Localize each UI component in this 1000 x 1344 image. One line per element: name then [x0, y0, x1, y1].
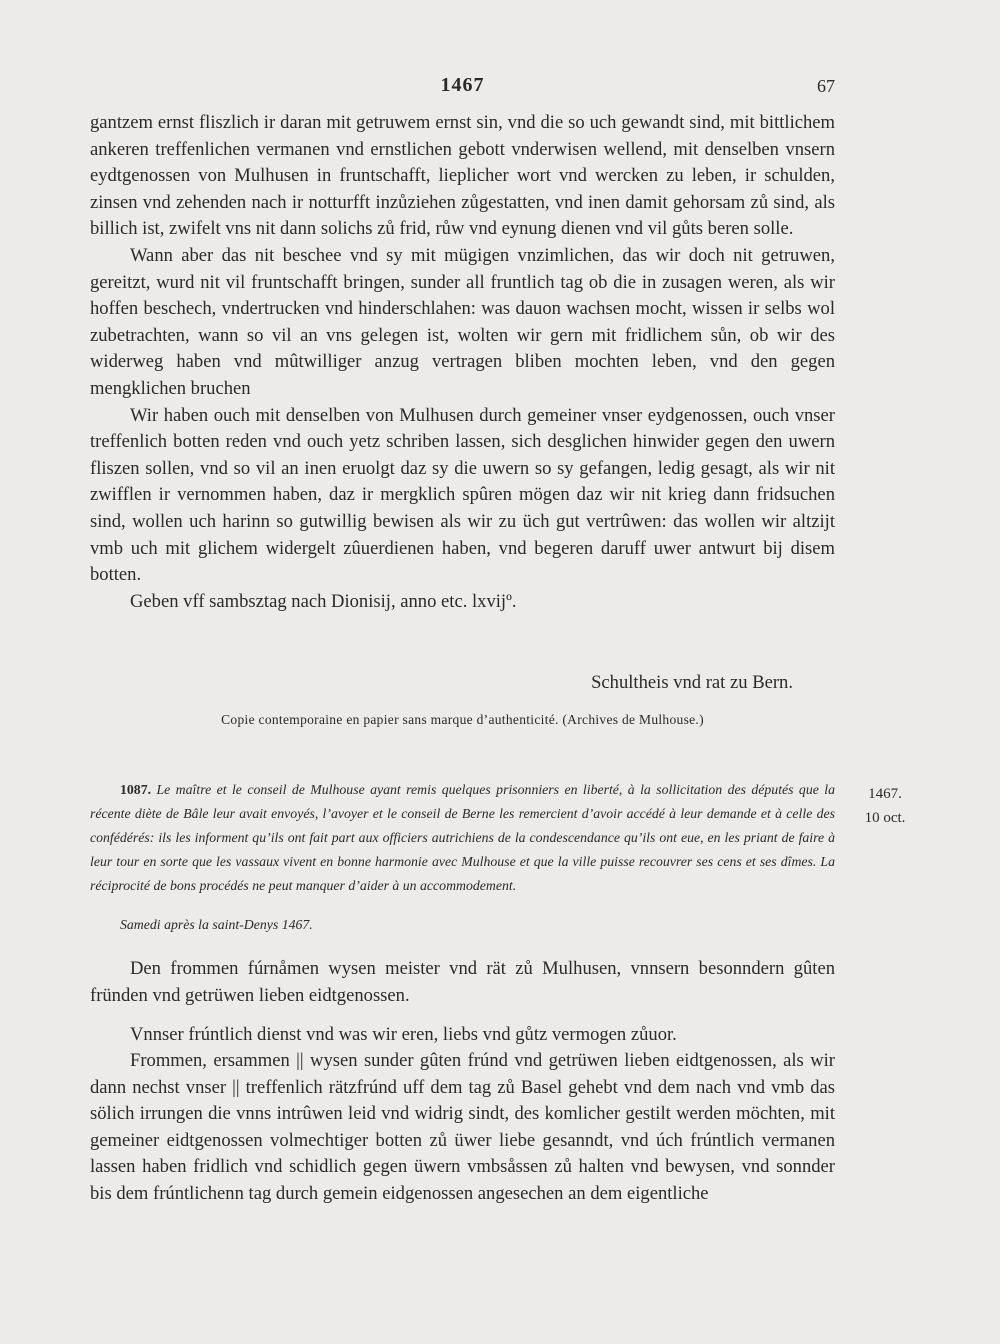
- letter-two-greeting-text: Vnnser frúntlich dienst vnd was wir eren, liebs vnd gůtz vermogen zůuor.: [130, 1024, 677, 1045]
- letter-two-body: [90, 1048, 835, 1208]
- letter-two-body-text: Frommen, ersammen || wysen sunder gûten frúnd vnd getrüwen lieben eidtgenossen, als wir dann nechst vnser || treffenlich rätzfrúnd uff dem tag zů Basel gehebt vnd dem nach vnd vmb das sölich irrungen die vnns intrûwen leid vnd widrig sindt, des komlicher gestilt werden möchten, mit gemeiner eidtgenossen volmechtiger botten zů üwer liebe gesanndt, vnd úch frúntlich vermanen lassen haben fridlich vnd schidlich gegen üwern vmbsåssen zů halten vnd bewysen, vnd sonnder bis dem frúntlichenn tag durch gemein eidgenossen angesechen an dem eigentliche: [90, 1050, 835, 1204]
- regest-summary: [90, 778, 835, 898]
- letter-one-paragraph: Wir haben ouch mit denselben von Mulhusen durch gemeiner vnser eydgenossen, ouch vnser treffenlich botten reden vnd ouch yetz schriben lassen, sich desglichen hinwider gegen den uwern fliszen sollen, vnd so vil an inen eruolgt daz sy die uwern so sy gefangen, ledig gesagt, als wir nit zwifflen ir vernommen haben, daz ir mergklich spûren mögen daz wir nit krieg dann fridsuchen sind, wollen uch harinn so gutwillig bewisen als wir zu üch gut vertrûwen: das wollen wir altzijt vmb uch mit glichem widergelt zûuerdienen haben, vnd begeren daruff uwer antwurt bij disem botten.: [90, 404, 835, 586]
- letter-two-address: [90, 956, 835, 1009]
- letter-one-body: [90, 110, 835, 615]
- margin-year: 1467.: [868, 786, 902, 802]
- letter-two-greeting: [90, 1022, 835, 1049]
- regest-summary-text: Le maître et le conseil de Mulhouse ayant remis quelques prisonniers en liberté, à la sollicitation des députés que la récente diète de Bâle leur avait envoyés, l’avoyer et le conseil de Berne les remercient d’avoir accédé à leur demande et à celle des confédérés: ils les informent qu’ils ont fait part aux officiers autrichiens de la condescendance qu’ils ont eue, en les priant de faire à leur tour en sorte que les vassaux vivent en bonne harmonie avec Mulhouse et que la ville puisse recouvrer ses cens et ses dîmes. La réciprocité de bons procédés ne peut manquer d’aider à un accommodement.: [90, 782, 835, 893]
- source-note: Copie contemporaine en papier sans marque d’authenticité. (Archives de Mulhouse.): [221, 712, 704, 727]
- margin-date: [850, 782, 920, 830]
- letter-one-paragraph: gantzem ernst fliszlich ir daran mit getruwem ernst sin, vnd die so uch gewandt sind, mit bittlichem ankeren treffenlichen vermanen vnd ernstlichen gebott vnderwisen wellend, mit denselben vnsern eydtgenossen von Mulhusen in fruntschafft, lieplicher wort vnd wercken zu leben, ir schulden, zinsen vnd zehenden nach ir notturfft inzůziehen zůgestatten, vnd inen damit gehorsam zů sind, als billich ist, zwifelt vns nit dann solichs zů frid, růw vnd eynung dienen vnd vil gůts beren solle.: [90, 112, 835, 240]
- letter-two-address-text: Den frommen fúrnåmen wysen meister vnd rät zů Mulhusen, vnnsern besonndern gûten fründen vnd getrüwen lieben eidtgenossen.: [90, 958, 835, 1006]
- margin-day: 10 oct.: [864, 810, 906, 826]
- running-head: [90, 74, 835, 100]
- letter-one-dating-clause: Geben vff sambsztag nach Dionisij, anno etc. lxvijº.: [130, 590, 517, 612]
- letter-one-signature: Schultheis vnd rat zu Bern.: [591, 672, 793, 693]
- document-number: 1087.: [120, 782, 152, 797]
- letter-one-paragraph: Wann aber das nit beschee vnd sy mit mügigen vnzimlichen, das wir doch nit getruwen, gereitzt, wurd nit vil fruntschafft bringen, sunder all fruntlich tag ob die in zusagen weren, als wir hoffen beschech, vndertrucken vnd hinderschlahen: was dauon wachsen mocht, wissen ir selbs wol zubetrachten, wann so vil an vns gelegen ist, wolten wir gern mit fridlichem sůn, ob wir des widerweg haben vnd mûtwilliger anzug vertragen bliben mochten leben, vnd den gegen mengklichen bruchen: [90, 244, 835, 399]
- running-head-year: 1467: [440, 74, 485, 96]
- page-number: 67: [817, 76, 835, 96]
- regest-date: Samedi après la saint-Denys 1467.: [120, 917, 313, 932]
